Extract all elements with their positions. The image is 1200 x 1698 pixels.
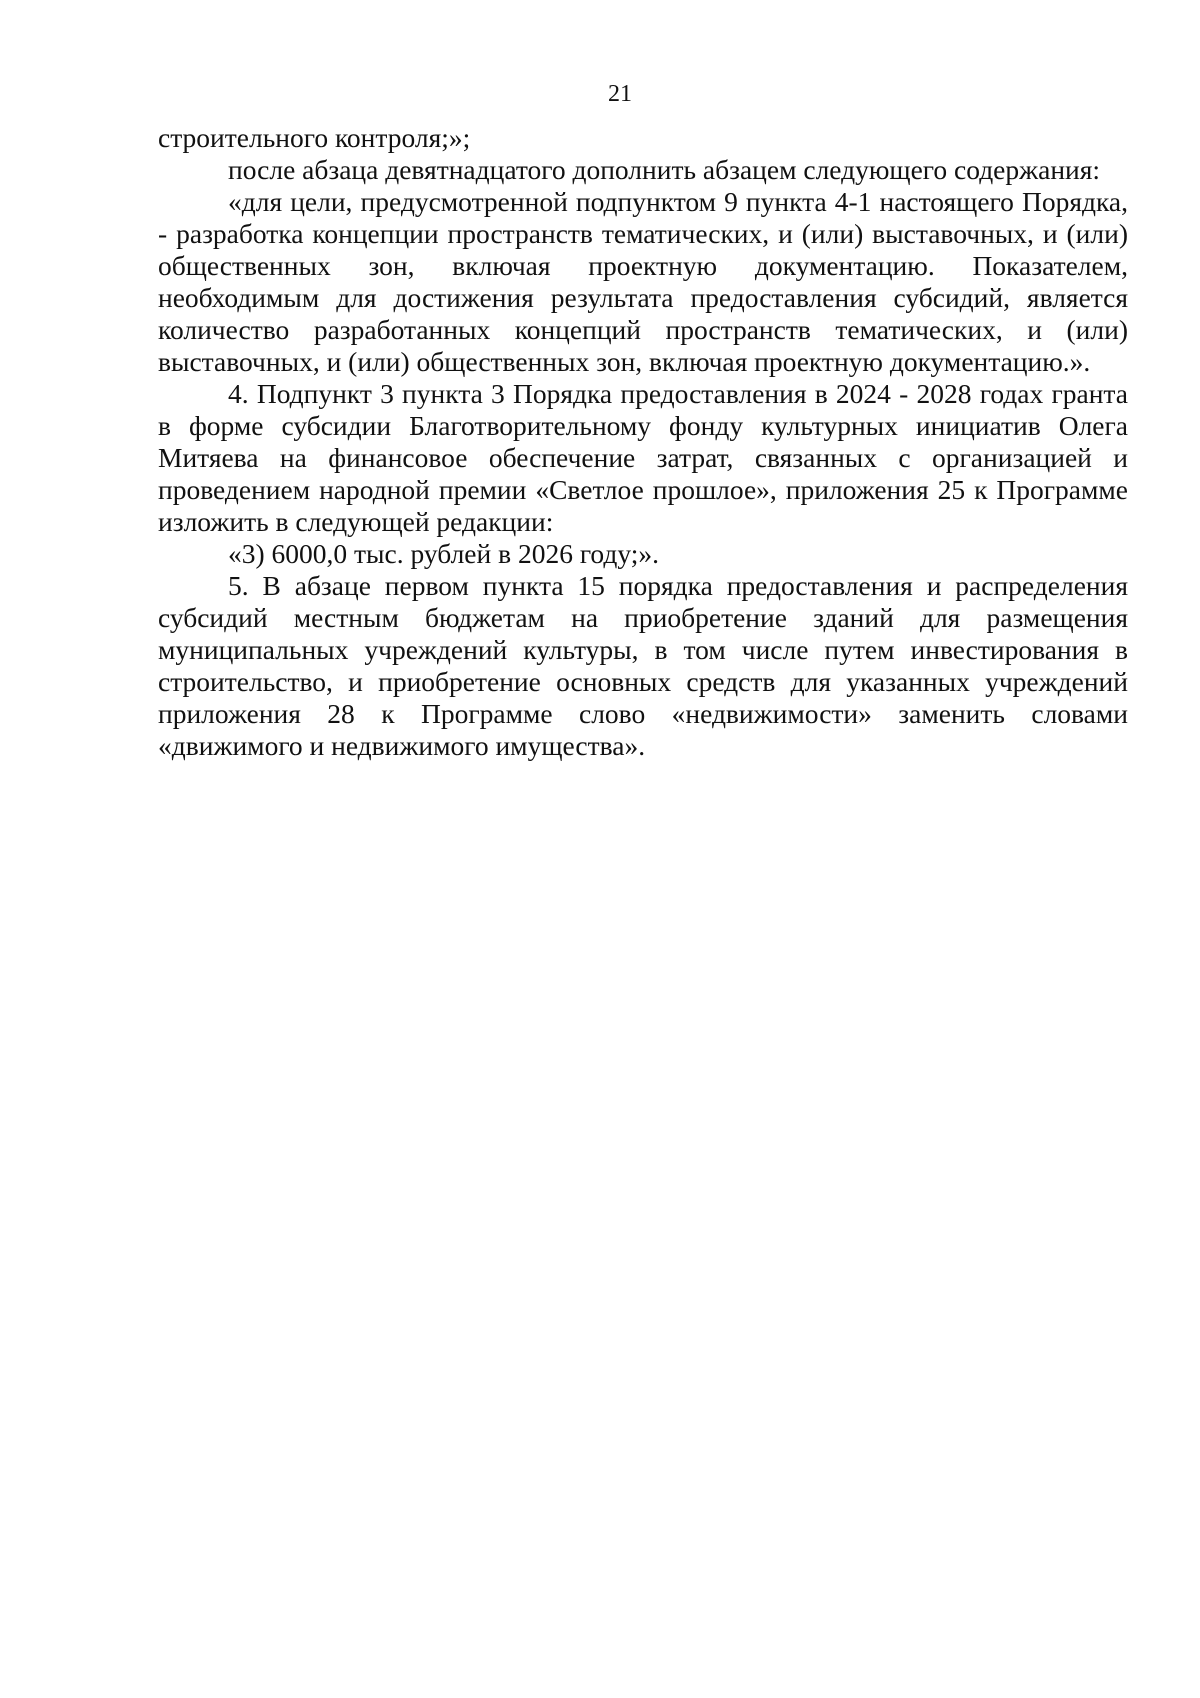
paragraph-continuation: строительного контроля;»; (158, 122, 471, 153)
paragraph-amendment-intro: после абзаца девятнадцатого дополнить абзацем следующего содержания: (228, 154, 1101, 185)
paragraph-quoted-goal: «для цели, предусмотренной подпунктом 9 пункта 4-1 настоящего Порядка, - разработка концепции пространств тематических, и (или) выставочных, и (или) общественных зон, включая проектную документацию. Показателем, необходимым для достижения результата предоставления субсидий, является количество разработанных концепций пространств тематических, и (или) выставочных, и (или) общественных зон, включая проектную документацию.». (158, 186, 1128, 377)
paragraph-item-4: 4. Подпункт 3 пункта 3 Порядка предоставления в 2024 - 2028 годах гранта в форме субсидии Благотворительному фонду культурных инициатив Олега Митяева на финансовое обеспечение затрат, связанных с организацией и проведением народной премии «Светлое прошлое», приложения 25 к Программе изложить в следующей редакции: (158, 378, 1128, 537)
page-number: 21 (608, 81, 632, 107)
document-body (158, 122, 1128, 762)
paragraph-quoted-amount: «3) 6000,0 тыс. рублей в 2026 году;». (228, 538, 660, 569)
paragraph-item-5: 5. В абзаце первом пункта 15 порядка предоставления и распределения субсидий местным бюджетам на приобретение зданий для размещения муниципальных учреждений культуры, в том числе путем инвестирования в строительство, и приобретение основных средств для указанных учреждений приложения 28 к Программе слово «недвижимости» заменить словами «движимого и недвижимого имущества». (158, 570, 1128, 761)
